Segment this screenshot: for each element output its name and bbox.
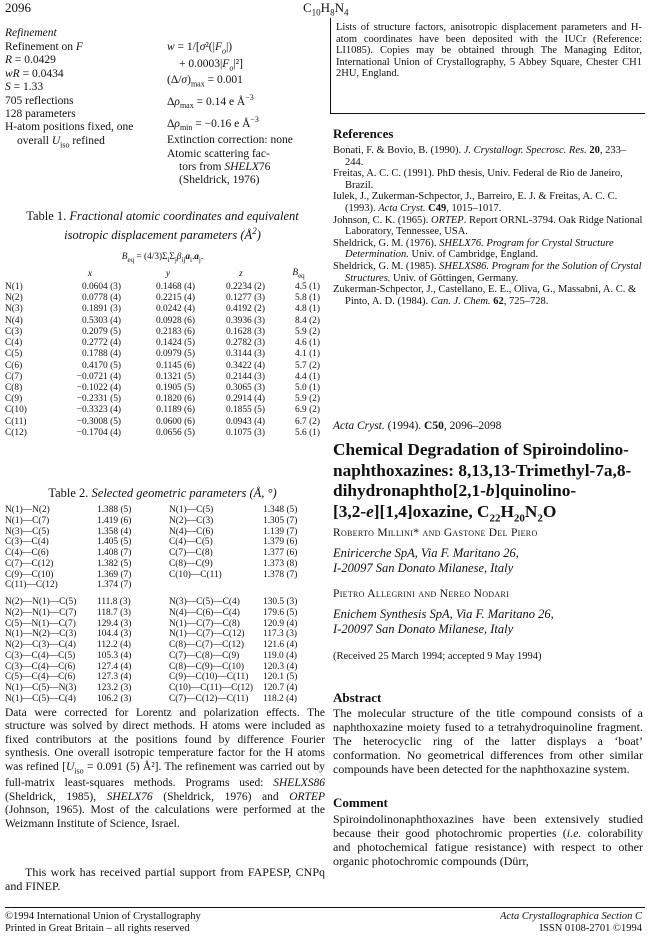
bond-label: C(9)—C(10)	[5, 569, 54, 580]
table2-row	[5, 527, 331, 538]
next-article-citation: Acta Cryst. (1994). C50, 2096–2098	[333, 420, 502, 432]
references-list	[333, 145, 643, 307]
table1-cell: 0.2144 (3)	[225, 371, 265, 382]
refinement-line: $w = 1/[\sigma^2(|F_o|)$	[167, 41, 233, 56]
bond-label: N(4)—C(6)—C(4)	[169, 607, 240, 618]
table1-caption	[5, 209, 320, 242]
table1-cell: 0.3144 (3)	[225, 349, 265, 360]
table1-cell: 4.1 (1)	[295, 349, 320, 360]
table1-cell: −0.1704 (4)	[76, 427, 121, 438]
table1-cell: 0.1855 (5)	[225, 405, 265, 416]
authors-1: Roberto Millini* and Gastone Del Piero	[333, 527, 538, 539]
bond-label: C(3)—C(4)	[5, 537, 49, 548]
bond-label: N(1)—C(7)	[5, 515, 50, 526]
table1-cell: 0.2079 (5)	[81, 326, 121, 337]
footer-left: ©1994 International Union of Crystallography Printed in Great Britain – all rights reserved	[5, 911, 201, 934]
authors-2: Pietro Allegrini and Nereo Nodari	[333, 588, 510, 600]
table1-cell: 0.3422 (4)	[225, 360, 265, 371]
atom-label: C(9)	[5, 394, 23, 405]
affiliation-1: Eniricerche SpA, Via F. Maritano 26, I-20097 San Donato Milanese, Italy	[333, 546, 519, 575]
table1-cell: −0.0721 (4)	[76, 371, 121, 382]
table1-row	[5, 338, 320, 349]
bond-value: 117.3 (3)	[263, 629, 298, 640]
bond-value: 118.2 (4)	[263, 693, 298, 704]
bond-label: C(7)—C(8)—C(9)	[169, 650, 240, 661]
bond-value: 1.405 (5)	[97, 537, 132, 548]
table1-cell: 0.2914 (4)	[225, 394, 265, 405]
reference-item: Freitas, A. C. C. (1991). PhD thesis, Univ. Federal de Rio de Janeiro, Brazil.	[333, 168, 623, 191]
refinement-line: Extinction correction: none	[167, 134, 293, 147]
bond-value: 123.2 (3)	[97, 683, 132, 693]
table1-cell: 4.4 (1)	[295, 371, 320, 382]
bond-value: 179.6 (5)	[263, 607, 298, 618]
table2-title: Selected geometric parameters (Å, °)	[91, 486, 277, 500]
reference-item: Zukerman-Schpector, J., Castellano, E. E., Oliva, G., Massabni, A. C. & Pinto, A. D. (1984). Can. J. Chem. 62, 725–728.	[333, 284, 637, 307]
table1-header-row	[5, 268, 320, 282]
refinement-line: Refinement on F	[5, 41, 83, 53]
table1-header	[5, 268, 49, 282]
table1-row	[5, 304, 320, 315]
table2-row	[5, 559, 331, 570]
title-line: [3,2-e][1,4]oxazine, $C_{22}H_{20}N_2O$	[333, 501, 557, 525]
bond-value: 1.382 (5)	[97, 558, 132, 569]
atom-label: N(3)	[5, 304, 23, 315]
bond-label: C(8)—C(9)	[169, 558, 213, 569]
atom-label: C(3)	[5, 326, 23, 337]
table1-row	[5, 394, 320, 405]
table1-cell: 0.1788 (4)	[81, 349, 121, 360]
bond-label: N(2)—C(3)	[169, 515, 214, 526]
bond-label: C(9)—C(10)—C(11)	[169, 672, 249, 683]
table1-cell: 0.0604 (3)	[81, 282, 121, 293]
table1-row	[5, 417, 320, 428]
bond-label: C(7)—C(8)	[169, 548, 213, 558]
table1-cell: 0.3065 (3)	[225, 382, 265, 393]
bond-label: C(8)—C(7)—C(12)	[169, 640, 244, 650]
table1-cell: −0.3008 (5)	[76, 416, 121, 427]
refinement-line: 705 reflections	[5, 94, 74, 107]
bond-label: C(3)—C(4)—C(6)	[5, 661, 76, 672]
refinement-line: tors from SHELX76	[179, 160, 271, 173]
table1-cell: 0.1628 (3)	[225, 326, 265, 337]
table2-angles	[5, 597, 331, 705]
table1-cell: 0.0656 (5)	[155, 427, 195, 438]
table1-cell: 4.6 (1)	[295, 338, 320, 349]
table1-row	[5, 405, 320, 416]
deposit-bottom-rule	[330, 113, 645, 114]
table1-row	[5, 383, 320, 394]
bond-label: C(10)—C(11)	[169, 569, 222, 580]
table1-cell: 0.4170 (5)	[81, 360, 121, 371]
bond-label: C(10)—C(11)—C(12)	[169, 683, 254, 693]
table2-row	[5, 640, 331, 651]
data-collection-paragraph	[5, 707, 325, 831]
table1-row	[5, 282, 320, 293]
affiliation-2: Enichem Synthesis SpA, Via F. Maritano 26, I-20097 San Donato Milanese, Italy	[333, 607, 554, 636]
atom-label: C(4)	[5, 338, 23, 349]
atom-label: C(8)	[5, 382, 23, 393]
table1-label: Table 1.	[26, 209, 67, 223]
bond-label: N(2)—N(1)—C(5)	[5, 597, 77, 607]
bond-label: N(3)—C(5)—C(4)	[169, 597, 240, 607]
bond-value: 120.3 (4)	[263, 661, 298, 672]
refinement-line: R = 0.0429	[5, 54, 56, 67]
bond-value: 1.408 (7)	[97, 548, 132, 558]
atom-label: C(12)	[5, 427, 27, 438]
received-dates: (Received 25 March 1994; accepted 9 May 1994)	[333, 651, 542, 662]
table2-row	[5, 548, 331, 559]
atom-label: N(2)	[5, 293, 23, 304]
table2-bonds	[5, 505, 331, 591]
table1-formula: $B_{eq} = (4/3)\Sigma_i\Sigma_j\beta_{ij}a_i.a_j$.	[121, 252, 204, 264]
bond-value: 1.379 (6)	[263, 537, 298, 548]
table2-row	[5, 505, 331, 516]
refinement-line: wR = 0.0434	[5, 67, 64, 80]
bond-value	[257, 580, 331, 591]
table1	[5, 268, 320, 439]
table1-header: x	[87, 269, 93, 280]
table2-row	[5, 580, 331, 591]
table1-cell: −0.1022 (4)	[76, 382, 121, 393]
abstract-heading: Abstract	[333, 690, 382, 705]
bond-value: 1.373 (8)	[263, 558, 298, 569]
atom-label: N(4)	[5, 315, 23, 326]
running-formula	[303, 0, 348, 21]
table2-label: Table 2.	[48, 486, 89, 500]
comment-heading: Comment	[333, 795, 388, 810]
table1-cell: 5.0 (1)	[295, 382, 320, 393]
table1-cell: 0.0979 (5)	[155, 349, 195, 360]
bond-label: N(1)—C(7)—C(8)	[169, 618, 240, 629]
table1-cell: 8.4 (2)	[295, 315, 320, 326]
bond-label: C(3)—C(4)—C(5)	[5, 650, 76, 661]
refinement-line: $\Delta\rho_{max} = 0.14$ e $Å^{-3}$	[167, 93, 254, 111]
table2-row	[5, 516, 331, 527]
references-heading: References	[333, 126, 394, 141]
table1-cell: 5.9 (2)	[295, 326, 320, 337]
table2-row	[5, 683, 331, 694]
table2-row	[5, 597, 331, 608]
table1-header: $B_{eq}$	[292, 268, 305, 280]
bond-value: 104.4 (3)	[97, 629, 132, 640]
table1-row	[5, 293, 320, 304]
table1-header: y	[165, 269, 171, 280]
bond-label: N(4)—C(6)	[169, 526, 214, 537]
footer-right: Acta Crystallographica Section C ISSN 0108-2701 ©1994	[499, 911, 642, 934]
bond-label: C(11)—C(12)	[5, 580, 58, 591]
atom-label: C(7)	[5, 371, 23, 382]
table1-cell: 0.2782 (3)	[225, 338, 265, 349]
footer-divider	[5, 907, 645, 908]
bond-value: 120.9 (4)	[263, 618, 298, 629]
refinement-line: S = 1.33	[5, 81, 44, 94]
bond-value: 112.2 (4)	[97, 640, 132, 650]
refinement-line: $(\Delta/\sigma)_{max} = 0.001$	[167, 74, 243, 89]
table1-cell: 5.9 (2)	[295, 394, 320, 405]
bond-value: 120.7 (4)	[263, 683, 298, 693]
bond-value: 1.305 (7)	[263, 515, 298, 526]
refinement-line: 128 parameters	[5, 108, 76, 121]
table2-row	[5, 629, 331, 640]
data-text: Data were corrected for Lorentz and polarization effects. The structure was solved by direct methods. H atoms were included as fixed contributors at the positions found by difference Fourier synthesis. One overall isotropic temperature factor for the H atoms was refined [$U_{iso} = 0.091$ (5) Å²]. The refinement was carried out by full-matrix least-squares methods. Programs used: SHELXS86 (Sheldrick, 1985), SHELX76 (Sheldrick, 1976) and ORTEP (Johnson, 1965). Most of the calculations were performed at the Weizmann Institute of Science, Israel.	[5, 707, 326, 830]
table1-cell: 0.5303 (4)	[81, 315, 121, 326]
page-number: 2096	[5, 0, 31, 15]
refinement-line: H-atom positions fixed, one	[5, 121, 134, 134]
table1-cell: 0.2183 (6)	[155, 326, 195, 337]
title-line: naphthoxazines: 8,13,13-Trimethyl-7a,8-	[333, 460, 632, 480]
table1-cell: 0.4192 (2)	[225, 304, 265, 315]
table1-cell: 0.0943 (4)	[225, 416, 265, 427]
table1-cell: 5.6 (1)	[295, 427, 320, 438]
table2-caption	[5, 486, 320, 501]
table1-cell: 4.5 (1)	[295, 282, 320, 293]
bond-value: 1.358 (4)	[97, 526, 132, 537]
table2-row	[5, 537, 331, 548]
table2-row	[5, 694, 331, 705]
table1-cell: 0.1424 (5)	[155, 338, 195, 349]
bond-label: N(1)—C(7)—C(12)	[169, 629, 245, 640]
table1-row	[5, 361, 320, 372]
bond-value: 1.377 (6)	[263, 548, 298, 558]
atom-label: C(5)	[5, 349, 23, 360]
table1-row	[5, 428, 320, 439]
bond-value: 105.3 (4)	[97, 650, 132, 661]
table1-cell: 0.1277 (3)	[225, 293, 265, 304]
bond-label: N(2)—N(1)—C(7)	[5, 607, 77, 618]
table2-row	[5, 651, 331, 662]
reference-item: Johnson, C. K. (1965). ORTEP. Report ORNL-3794. Oak Ridge National Laboratory, Tennessee, USA.	[333, 214, 643, 238]
bond-value: 1.419 (6)	[97, 515, 132, 526]
table1-cell: 0.1145 (6)	[156, 360, 195, 371]
table1-cell: 0.0778 (4)	[81, 293, 121, 304]
atom-label: N(1)	[5, 282, 23, 293]
reference-item: Sheldrick, G. M. (1976). SHELX76. Program for Crystal Structure Determination. Univ. of Cambridge, England.	[333, 237, 614, 261]
bond-label	[169, 580, 257, 591]
table2-row	[5, 608, 331, 619]
bond-label: N(1)—C(5)	[169, 505, 214, 515]
abstract-text: The molecular structure of the title compound consists of a naphthoxazine moiety fused to a tetrahydroquinoline fragment. The heterocyclic ring of the latter displays a ‘boat’ conformation. No geometrical differences from other similar compounds have been detected for the naphthoxazine system.	[333, 706, 643, 776]
table2-row	[5, 619, 331, 630]
bond-label: C(8)—C(9)—C(10)	[169, 661, 244, 672]
table1-cell: 0.1905 (5)	[155, 382, 195, 393]
bond-label: N(1)—N(2)—C(3)	[5, 629, 77, 640]
refinement-line: + $0.0003|F_o|^2$]	[179, 57, 243, 72]
table1-title-2: isotropic displacement parameters $(Å^2)$	[64, 225, 261, 242]
table2-row	[5, 662, 331, 673]
support-paragraph: This work has received partial support from FAPESP, CNPq and FINEP.	[5, 865, 325, 893]
table1-cell: 0.1321 (5)	[155, 371, 195, 382]
bond-value: 106.2 (3)	[97, 693, 132, 704]
table1-cell: 0.0600 (6)	[155, 416, 195, 427]
table1-cell: 5.7 (2)	[295, 360, 320, 371]
deposit-note: Lists of structure factors, anisotropic displacement parameters and H-atom coordinates have been deposited with the IUCr (Reference: LI1085). Copies may be obtained through The Managing Editor, International Union of Crystallography, 5 Abbey Square, Chester CH1 2HU, England.	[336, 22, 642, 80]
table1-cell: 0.2215 (4)	[155, 293, 195, 304]
reference-item: Iulek, J., Zukerman-Schpector, J., Barreiro, E. J. & Freitas, A. C. C. (1993). Acta Cryst. C49, 1015–1017.	[333, 191, 618, 214]
formula-text: $C_{10}H_8N_4$	[303, 0, 349, 18]
table1-cell: 0.1891 (3)	[81, 304, 121, 315]
table2-row	[5, 570, 331, 581]
table1-row	[5, 316, 320, 327]
reference-item: Sheldrick, G. M. (1985). SHELXS86. Program for the Solution of Crystal Structures. Univ. of Göttingen, Germany.	[333, 260, 642, 284]
bond-label: N(1)—C(5)—N(3)	[5, 683, 77, 693]
comment-text: Spiroindolinonaphthoxazines have been extensively studied because their good photochromic properties (i.e. colorability and photochemical fatigue resistance) with respect to other organic photochromic compounds (Dürr,	[333, 812, 643, 868]
table1-row	[5, 349, 320, 360]
table1-cell: 6.7 (2)	[295, 416, 320, 427]
table1-cell: 0.0928 (6)	[155, 315, 195, 326]
bond-value: 111.8 (3)	[97, 597, 131, 607]
bond-label: N(3)—C(5)	[5, 526, 50, 537]
table1-cell: 0.3936 (3)	[225, 315, 265, 326]
table1-cell: 0.1075 (3)	[225, 427, 265, 438]
table1-cell: 5.8 (1)	[295, 293, 320, 304]
table1-row	[5, 327, 320, 338]
bond-label: N(1)—C(5)—C(4)	[5, 693, 76, 704]
table1-cell: 0.1468 (4)	[155, 282, 195, 293]
table1-header: z	[239, 269, 243, 280]
deposit-left-rule	[330, 18, 331, 113]
table1-title-1: Fractional atomic coordinates and equivalent	[69, 209, 299, 223]
bond-value: 120.1 (5)	[263, 672, 298, 683]
bond-label: N(2)—C(3)—C(4)	[5, 640, 76, 650]
bond-value: 1.374 (7)	[97, 580, 132, 591]
table2-row	[5, 672, 331, 683]
bond-label: C(7)—C(12)	[5, 558, 54, 569]
table1-cell: 0.1820 (6)	[155, 394, 195, 405]
atom-label: C(6)	[5, 360, 23, 371]
article-title	[333, 440, 645, 529]
bond-value: 1.139 (7)	[263, 526, 298, 537]
table1-cell: 0.2234 (2)	[225, 282, 265, 293]
table1-row	[5, 372, 320, 383]
table1-cell: 6.9 (2)	[295, 405, 320, 416]
bond-value: 118.7 (3)	[97, 607, 132, 618]
title-line: Chemical Degradation of Spiroindolino-	[333, 440, 629, 459]
title-line: dihydronaphtho[2,1-b]quinolino-	[333, 481, 577, 501]
bond-value: 129.4 (3)	[97, 618, 132, 629]
reference-item: Bonati, F. & Bovio, B. (1990). J. Crystallogr. Specrosc. Res. 20, 233–244.	[333, 145, 627, 168]
refinement-line: overall $U_{iso}$ refined	[17, 134, 105, 150]
refinement-heading: Refinement	[5, 27, 57, 39]
bond-value: 121.6 (4)	[263, 640, 298, 650]
bond-value: 1.348 (5)	[263, 505, 298, 515]
table1-cell: 0.0242 (4)	[155, 304, 195, 315]
bond-value: 1.369 (7)	[97, 569, 132, 580]
bond-value: 127.4 (4)	[97, 661, 132, 672]
refinement-line: $\Delta\rho_{min} = -0.16$ e $Å^{-3}$	[167, 114, 259, 132]
bond-value: 1.378 (7)	[263, 569, 298, 580]
atom-label: C(11)	[5, 416, 27, 427]
bond-value: 1.388 (5)	[97, 505, 132, 515]
refinement-line: (Sheldrick, 1976)	[179, 174, 260, 187]
bond-label: C(4)—C(5)	[169, 537, 213, 548]
table1-cell: 4.8 (1)	[295, 304, 320, 315]
bond-value: 127.3 (4)	[97, 672, 132, 683]
bond-label: C(7)—C(12)—C(11)	[169, 693, 249, 704]
bond-value: 130.5 (3)	[263, 597, 298, 607]
refinement-line: Atomic scattering fac-	[167, 147, 270, 160]
bond-label: C(4)—C(6)	[5, 548, 49, 558]
table1-cell: 0.2772 (4)	[81, 338, 121, 349]
bond-label: C(5)—C(4)—C(6)	[5, 672, 76, 683]
table1-cell: 0.1189 (6)	[156, 405, 195, 416]
bond-value: 119.0 (4)	[263, 650, 298, 661]
bond-label: N(1)—N(2)	[5, 505, 50, 515]
atom-label: C(10)	[5, 405, 27, 416]
refinement-left	[5, 41, 165, 152]
refinement-right	[167, 41, 327, 188]
bond-label: C(5)—N(1)—C(7)	[5, 618, 76, 629]
table1-cell: −0.2331 (5)	[76, 394, 121, 405]
table1-cell: −0.3323 (4)	[76, 405, 121, 416]
